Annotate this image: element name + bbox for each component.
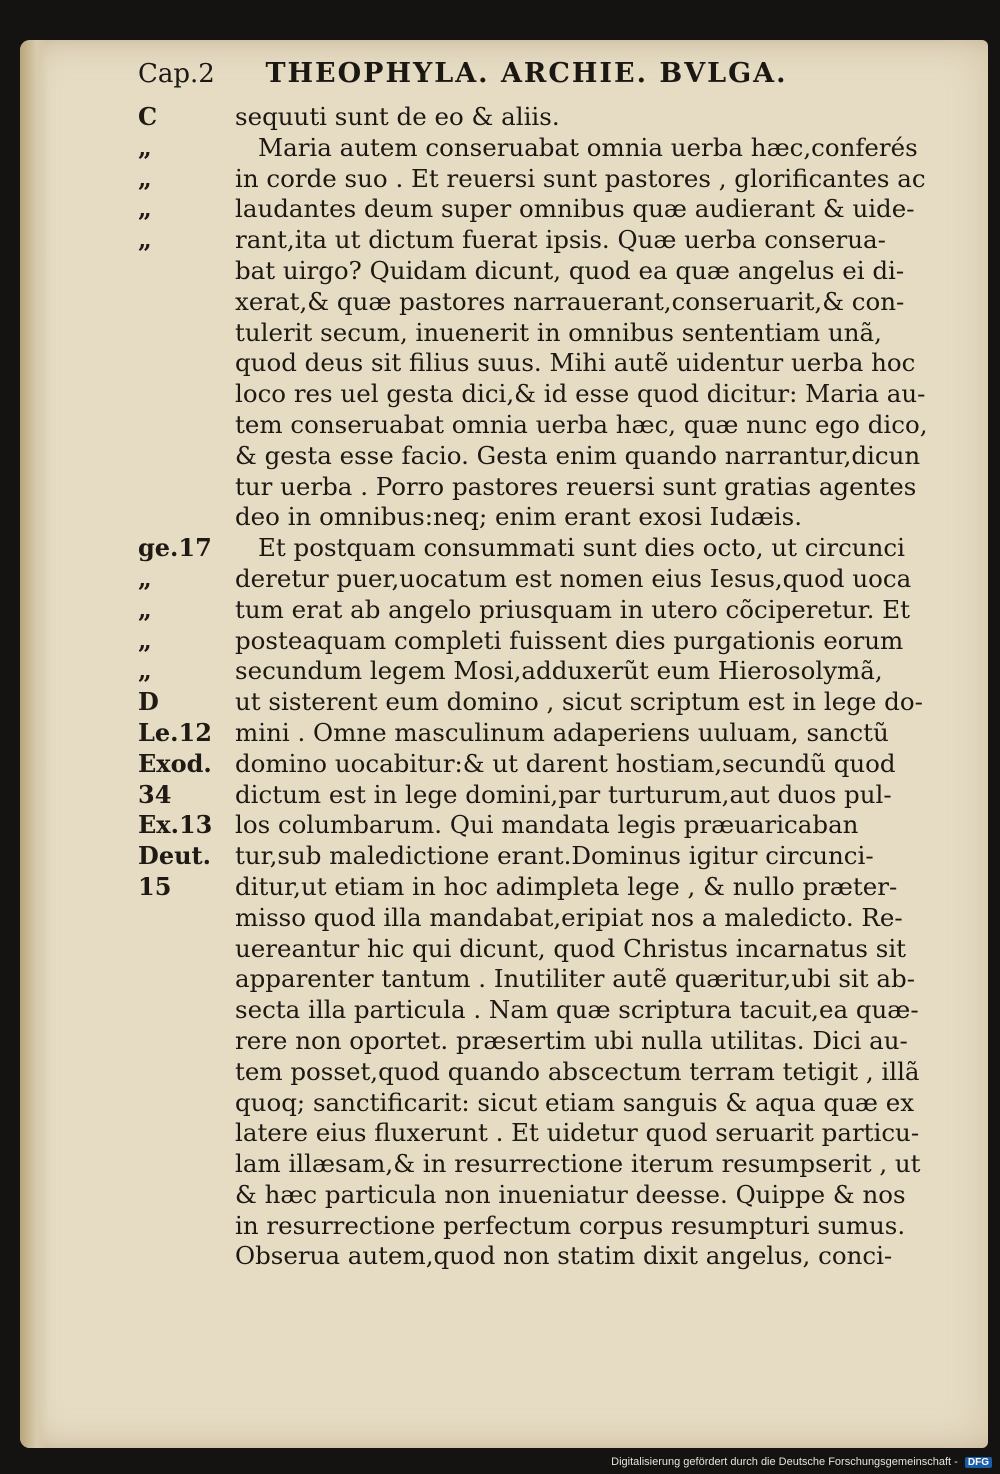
chapter-label: Cap.2 [138,59,215,89]
line-text: Maria autem conseruabat omnia uerba hæc,conferés [258,132,918,162]
digitization-credit [611,1456,992,1468]
line-text: in resurrectione perfectum corpus resumpturi sumus. [235,1210,906,1240]
text-line [20,348,988,379]
text-line [20,718,988,749]
text-line [20,780,988,811]
text-line [20,872,988,903]
text-line [20,656,988,687]
line-text: posteaquam completi fuissent dies purgationis eorum [235,625,904,655]
margin-note: Le.12 [138,717,212,747]
margin-note: Ex.13 [138,810,213,840]
line-text: in corde suo . Et reuersi sunt pastores , glorificantes ac [235,163,926,193]
text-line [20,1057,988,1088]
line-text: ut sisterent eum domino , sicut scriptum est in lege do- [235,687,923,717]
line-text: bat uirgo? Quidam dicunt, quod ea quæ angelus ei di- [235,255,905,285]
line-text: lam illæsam,& in resurrectione iterum resumpserit , ut [235,1149,921,1179]
text-line [20,1149,988,1180]
text-line [20,1088,988,1119]
line-text: los columbarum. Qui mandata legis præuaricaban [235,810,859,840]
line-text: tulerit secum, inuenerit in omnibus sententiam unã, [235,317,882,347]
text-line [20,318,988,349]
book-page [20,40,988,1448]
margin-note: D [138,687,159,717]
line-text: & hæc particula non inueniatur deesse. Quippe & nos [235,1179,906,1209]
line-text: & gesta esse facio. Gesta enim quando narrantur,dicun [235,440,921,470]
line-text: quod deus sit filius suus. Mihi autẽ uidentur uerba hoc [235,348,916,378]
line-text: apparenter tantum . Inutiliter autẽ quæritur,ubi sit ab- [235,964,915,994]
margin-note: Exod. [138,748,212,778]
text-line [20,595,988,626]
text-line [20,441,988,472]
text-line [20,964,988,995]
margin-note: „ [138,132,152,162]
text-line [20,379,988,410]
line-text: loco res uel gesta dici,& id esse quod dicitur: Maria au- [235,379,926,409]
margin-note: „ [138,563,152,593]
text-line [20,410,988,441]
margin-note: ge.17 [138,533,212,563]
line-text: quoq; sanctificarit: sicut etiam sanguis & aqua quæ ex [235,1087,915,1117]
line-text: tem conseruabat omnia uerba hæc, quæ nunc ego dico, [235,409,928,439]
running-header [138,58,968,89]
line-text: secta illa particula . Nam quæ scriptura tacuit,ea quæ- [235,995,919,1025]
line-text: latere eius fluxerunt . Et uidetur quod seruarit particu- [235,1118,920,1148]
text-line [20,687,988,718]
margin-note: 34 [138,779,172,809]
line-text: rere non oportet. præsertim ubi nulla utilitas. Dici au- [235,1025,908,1055]
line-text: domino uocabitur:& ut darent hostiam,secundũ quod [235,748,896,778]
text-line [20,1026,988,1057]
line-text: ditur,ut etiam in hoc adimpleta lege , & nullo præter- [235,871,898,901]
text-line [20,287,988,318]
margin-note: „ [138,163,152,193]
line-text: tur uerba . Porro pastores reuersi sunt gratias agentes [235,471,917,501]
line-text: dictum est in lege domini,par turturum,aut duos pul- [235,779,892,809]
text-line [20,472,988,503]
text-block [20,102,988,1272]
line-text: secundum legem Mosi,adduxerũt eum Hierosolymã, [235,656,883,686]
line-text: rant,ita ut dictum fuerat ipsis. Quæ uerba conserua- [235,225,886,255]
text-line [20,256,988,287]
dfg-logo: DFG [965,1457,992,1468]
text-line [20,749,988,780]
margin-note: „ [138,625,152,655]
text-line [20,225,988,256]
margin-note: „ [138,656,152,686]
margin-note: Deut. [138,841,211,871]
text-line [20,810,988,841]
text-line [20,164,988,195]
line-text: deretur puer,uocatum est nomen eius Iesus,quod uoca [235,563,912,593]
line-text: uereantur hic qui dicunt, quod Christus incarnatus sit [235,933,907,963]
text-line [20,1211,988,1242]
text-line [20,102,988,133]
line-text: Et postquam consummati sunt dies octo, ut circunci [258,533,905,563]
line-text: sequuti sunt de eo & aliis. [235,102,560,131]
margin-note: „ [138,594,152,624]
text-line [20,995,988,1026]
text-line [20,194,988,225]
text-line [20,133,988,164]
text-line [20,533,988,564]
text-line [20,1180,988,1211]
credit-text: Digitalisierung gefördert durch die Deutsche Forschungsgemeinschaft - [611,1456,958,1468]
line-text: tur,sub maledictione erant.Dominus igitur circunci- [235,841,874,871]
line-text: xerat,& quæ pastores narrauerant,conseruarit,& con- [235,286,905,316]
line-text: mini . Omne masculinum adaperiens uuluam, sanctũ [235,717,889,747]
text-line [20,903,988,934]
line-text: deo in omnibus:neq; enim erant exosi Iudæis. [235,502,803,532]
text-line [20,1241,988,1272]
line-text: Obserua autem,quod non statim dixit angelus, conci- [235,1241,893,1271]
line-text: tem posset,quod quando abscectum terram tetigit , illã [235,1056,920,1086]
text-line [20,1118,988,1149]
margin-note: C [138,102,158,131]
line-text: misso quod illa mandabat,eripiat nos a maledicto. Re- [235,902,903,932]
margin-note: „ [138,194,152,224]
line-text: laudantes deum super omnibus quæ audierant & uide- [235,194,915,224]
text-line [20,502,988,533]
line-text: tum erat ab angelo priusquam in utero cõciperetur. Et [235,594,910,624]
text-line [20,841,988,872]
margin-note: „ [138,225,152,255]
text-line [20,934,988,965]
margin-note: 15 [138,871,172,901]
text-line [20,564,988,595]
header-title: THEOPHYLA. ARCHIE. BVLGA. [265,58,788,89]
text-line [20,626,988,657]
